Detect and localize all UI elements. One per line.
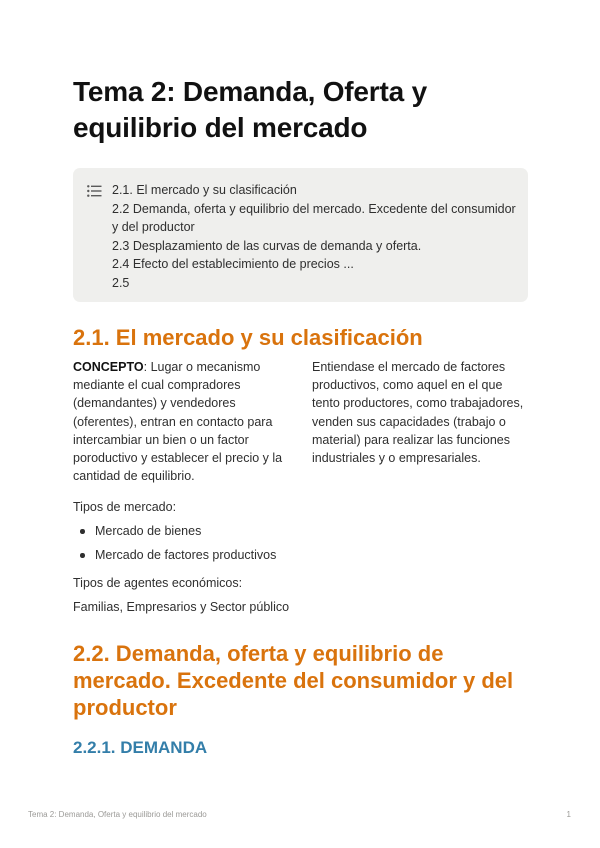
agents-label: Tipos de agentes económicos:	[73, 576, 243, 590]
market-types-list	[73, 522, 276, 570]
section-heading-demanda-oferta: 2.2. Demanda, oferta y equilibrio de mercado. Excedente del consumidor y del productor	[73, 641, 514, 720]
concept-paragraph	[73, 358, 285, 485]
list-icon	[87, 184, 102, 196]
toc-item[interactable]: 2.5	[112, 275, 130, 290]
subheading-demanda: 2.2.1. DEMANDA	[73, 738, 208, 757]
list-item: Mercado de factores productivos	[73, 546, 276, 570]
list-item: Mercado de bienes	[73, 522, 276, 546]
factor-market-paragraph: Entiendase el mercado de factores productivos, como aquel en el que tento productores, como trabajadores, venden sus capacidades (trabajo o material) para realizar las funciones industriales y o empresariales.	[312, 360, 524, 466]
toc-list	[112, 181, 517, 292]
page-number: 1	[566, 810, 571, 819]
footer-doc-title: Tema 2: Demanda, Oferta y equilibrio del mercado	[28, 810, 207, 819]
table-of-contents	[73, 168, 528, 302]
concept-label: CONCEPTO	[73, 360, 144, 374]
page-title: Tema 2: Demanda, Oferta y equilibrio del mercado	[73, 76, 427, 143]
agents-text: Familias, Empresarios y Sector público	[73, 600, 290, 614]
toc-item[interactable]: 2.3 Desplazamiento de las curvas de demanda y oferta.	[112, 238, 422, 253]
market-types-label: Tipos de mercado:	[73, 500, 177, 514]
section-heading-mercado: 2.1. El mercado y su clasificación	[73, 325, 423, 350]
toc-item[interactable]: 2.4 Efecto del establecimiento de precios ...	[112, 257, 354, 271]
toc-item[interactable]: 2.1. El mercado y su clasificación	[112, 183, 297, 197]
toc-item[interactable]: 2.2 Demanda, oferta y equilibrio del mercado. Excedente del consumidor y del productor	[112, 201, 516, 234]
concept-text: : Lugar o mecanismo mediante el cual compradores (demandantes) y vendedores (oferentes), entran en contacto para intercambiar un bien o un factor poroductivo y establecer el precio y la cantidad de equilibrio.	[73, 360, 283, 484]
